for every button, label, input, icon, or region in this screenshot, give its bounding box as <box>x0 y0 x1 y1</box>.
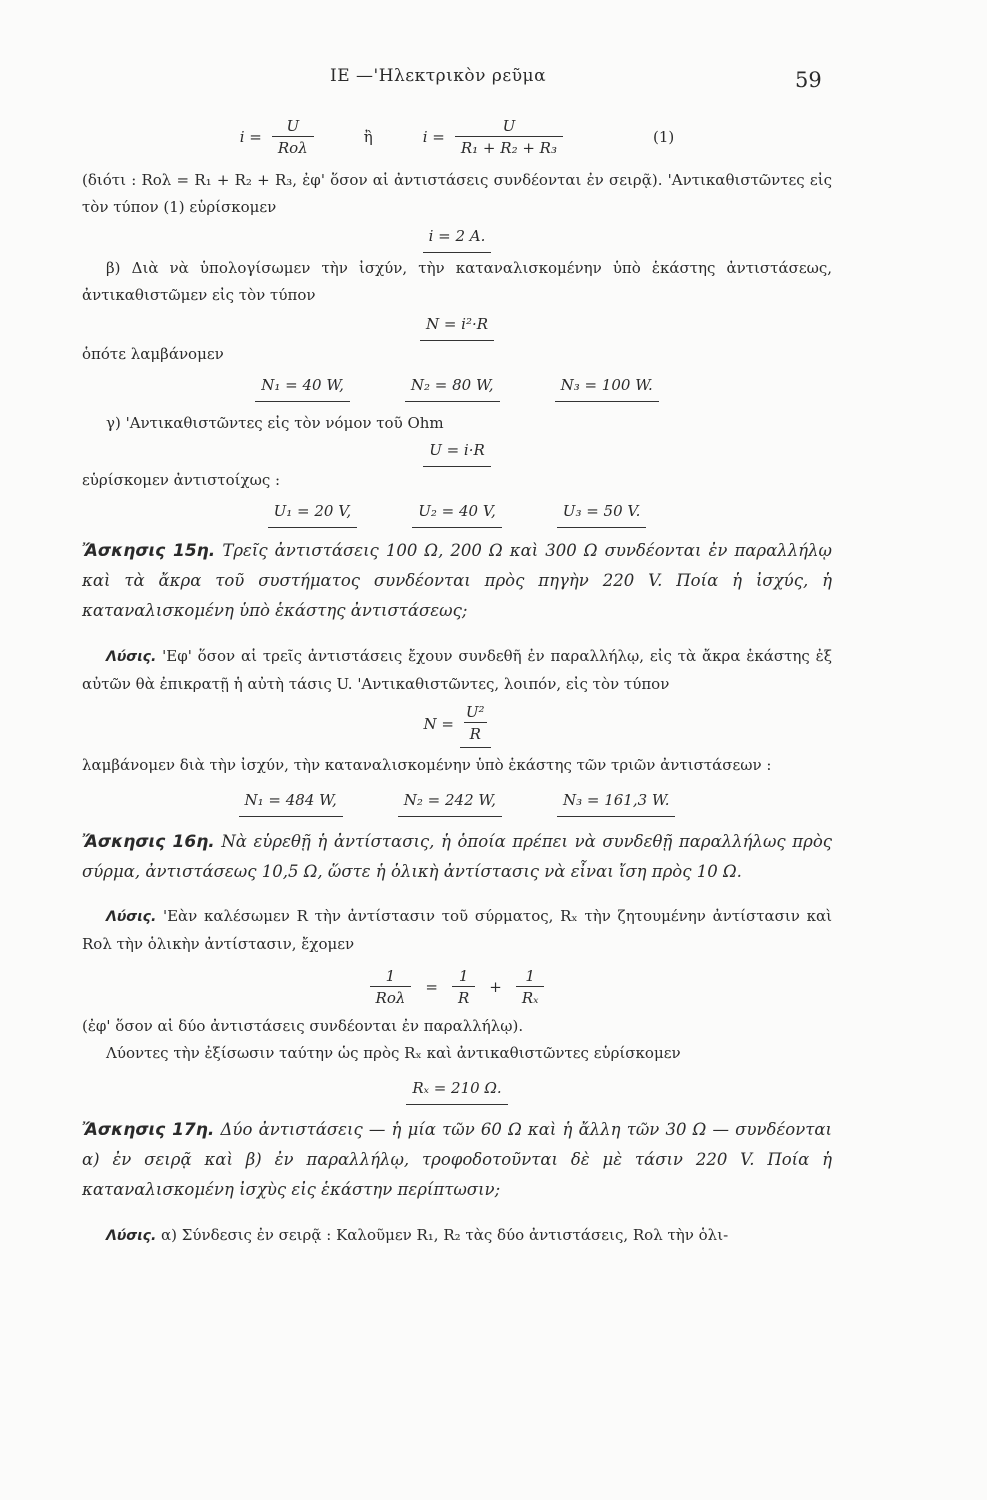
voltage-result-3: U₃ = 50 V. <box>557 498 647 528</box>
exercise-16-solution-text: 'Εὰν καλέσωμεν R τὴν ἀντίστασιν τοῦ σύρματος, Rₓ τὴν ζητουμένην ἀντίστασιν καὶ Rολ τὴν ὁλικὴν ἀντίστασιν, ἔχομεν <box>82 907 832 953</box>
paragraph-t5: εὑρίσκομεν ἀντιστοίχως : <box>82 471 281 489</box>
exercise-15-result-3: N₃ = 161,3 W. <box>557 787 676 817</box>
page-header <box>0 66 987 96</box>
eq1-fraction-1 <box>272 116 314 159</box>
paragraph-t2: β) Διὰ νὰ ὑπολογίσωμεν τὴν ἰσχύν, τὴν καταναλισκομένην ὑπὸ ἑκάστης ἀντιστάσεως, ἀντικαθιστῶμεν εἰς τὸν τύπον <box>82 259 832 304</box>
running-title: ΙΕ —'Ηλεκτρικὸν ρεῦμα <box>330 66 547 86</box>
exercise-16-body: Νὰ εὑρεθῇ ἡ ἀντίστασις, ἡ ὁποία πρέπει νὰ συνδεθῇ παραλλήλως πρὸς σύρμα, ἀντιστάσεως 10,5 Ω, ὥστε ἡ ὁλικὴ ἀντίστασις νὰ εἶναι ἴση πρὸς 10 Ω. <box>82 831 832 881</box>
exercise-16-solution <box>82 903 832 958</box>
paragraph-t4: γ) 'Αντικαθιστῶντες εἰς τὸν νόμον τοῦ Ohm <box>106 414 444 432</box>
eq1-label: (1) <box>653 128 675 146</box>
formula-power-value: N = i²·R <box>420 311 494 341</box>
exercise-16-after-2: Λύοντες τὴν ἐξίσωσιν ταύτην ὡς πρὸς Rₓ καὶ ἀντικαθιστῶντες εὑρίσκομεν <box>106 1044 681 1062</box>
page-number: 59 <box>795 68 822 92</box>
eq1-den1: Rολ <box>272 136 314 159</box>
power-result-1: N₁ = 40 W, <box>255 372 350 402</box>
exercise-15-body: Τρεῖς ἀντιστάσεις 100 Ω, 200 Ω καὶ 300 Ω συνδέονται ἐν παραλλήλῳ καὶ τὰ ἄκρα τοῦ συστήματος συνδέονται πρὸς πηγὴν 220 V. Ποία ἡ ἰσχύς, ἡ καταναλισκομένη ὑπὸ ἑκάστης ἀντιστάσεως; <box>82 541 832 620</box>
formula-n-u2-r <box>82 702 832 748</box>
formula-n-u2-r-num: U² <box>465 702 485 721</box>
eq1-lhs2: i = <box>422 128 445 146</box>
formula-parallel-d2: R <box>452 986 475 1009</box>
exercise-16-title: Ἄσκησις 16η. <box>82 831 215 852</box>
eq1-fraction-2 <box>455 116 563 159</box>
exercise-15-solution <box>82 643 832 698</box>
exercise-17 <box>82 1115 832 1205</box>
exercise-15 <box>82 536 832 626</box>
formula-n-u2-r-fraction <box>460 702 491 748</box>
result-i-value: i = 2 A. <box>423 223 492 253</box>
exercise-16 <box>82 827 832 887</box>
paragraph-t3: ὁπότε λαμβάνομεν <box>82 345 224 363</box>
formula-parallel-d1: Rολ <box>370 986 412 1009</box>
voltage-result-1: U₁ = 20 V, <box>268 498 358 528</box>
power-result-3: N₃ = 100 W. <box>555 372 659 402</box>
eq1-num1: U <box>286 117 300 135</box>
exercise-17-solution <box>82 1222 832 1250</box>
formula-parallel-n1: 1 <box>385 967 396 985</box>
eq1-den2: R₁ + R₂ + R₃ <box>455 136 563 159</box>
exercise-17-solution-label: Λύσις. <box>106 1227 157 1244</box>
exercise-17-title: Ἄσκησις 17η. <box>82 1120 215 1140</box>
formula-parallel-d3: Rₓ <box>516 986 545 1009</box>
eq1-or: ἢ <box>363 128 373 146</box>
formula-n-u2-r-den: R <box>464 722 487 745</box>
exercise-15-result-1: N₁ = 484 W, <box>239 787 343 817</box>
formula-parallel <box>82 966 832 1009</box>
exercise-17-solution-text: α) Σύνδεσις ἐν σειρᾷ : Καλοῦμεν R₁, R₂ τὰς δύο ἀντιστάσεις, Rολ τὴν ὁλι- <box>161 1225 729 1244</box>
formula-parallel-n2: 1 <box>458 967 469 985</box>
exercise-15-results <box>82 787 832 817</box>
eq1-num2: U <box>502 117 516 135</box>
page-body <box>82 110 832 1250</box>
voltage-results <box>82 498 832 528</box>
exercise-15-title: Ἄσκησις 15η. <box>82 541 216 561</box>
formula-parallel-plus: + <box>489 978 502 996</box>
exercise-17-body: Δύο ἀντιστάσεις — ἡ μία τῶν 60 Ω καὶ ἡ ἄλλη τῶν 30 Ω — συνδέονται α) ἐν σειρᾷ καὶ β) ἐν παραλλήλῳ, τροφοδοτοῦνται δὲ μὲ τάσιν 220 V. Ποία ἡ καταναλισκομένη ἰσχὺς εἰς ἑκάστην περίπτωσιν; <box>82 1120 833 1199</box>
power-results <box>82 372 832 402</box>
exercise-15-solution-text: 'Εφ' ὅσον αἱ τρεῖς ἀντιστάσεις ἔχουν συνδεθῆ ἐν παραλλήλῳ, εἰς τὰ ἄκρα ἑκάστης ἐξ αὐτῶν θὰ ἐπικρατῇ ἡ αὐτὴ τάσις U. 'Αντικαθιστῶντες, λοιπόν, εἰς τὸν τύπον <box>82 646 832 693</box>
result-i <box>82 223 832 253</box>
exercise-16-result-value: Rₓ = 210 Ω. <box>406 1075 507 1105</box>
voltage-result-2: U₂ = 40 V, <box>412 498 502 528</box>
formula-power <box>82 311 832 341</box>
exercise-15-after: λαμβάνομεν διὰ τὴν ἰσχύν, τὴν καταναλισκομένην ὑπὸ ἑκάστης τῶν τριῶν ἀντιστάσεων : <box>82 755 772 774</box>
formula-ohm-value: U = i·R <box>423 437 491 467</box>
exercise-15-result-2: N₂ = 242 W, <box>398 787 502 817</box>
paragraph-t1: (διότι : Rολ = R₁ + R₂ + R₃, ἐφ' ὅσον αἱ ἀντιστάσεις συνδέονται ἐν σειρᾷ). 'Αντικαθιστῶντες εἰς τὸν τύπον (1) εὑρίσκομεν <box>82 171 832 216</box>
exercise-16-solution-label: Λύσις. <box>106 909 157 925</box>
exercise-15-solution-label: Λύσις. <box>106 648 157 665</box>
equation-1 <box>82 116 832 159</box>
power-result-2: N₂ = 80 W, <box>405 372 500 402</box>
exercise-16-result <box>82 1075 832 1105</box>
formula-parallel-eq: = <box>425 978 438 996</box>
exercise-16-after-1: (ἐφ' ὅσον αἱ δύο ἀντιστάσεις συνδέονται ἐν παραλλήλῳ). <box>82 1017 524 1035</box>
formula-parallel-frac-2 <box>452 966 475 1009</box>
formula-parallel-frac-1 <box>370 966 412 1009</box>
formula-n-u2-r-lhs: N = <box>423 715 454 733</box>
formula-ohm <box>82 437 832 467</box>
eq1-lhs1: i = <box>239 128 262 146</box>
formula-parallel-n3: 1 <box>525 967 535 985</box>
formula-parallel-frac-3 <box>516 966 545 1009</box>
